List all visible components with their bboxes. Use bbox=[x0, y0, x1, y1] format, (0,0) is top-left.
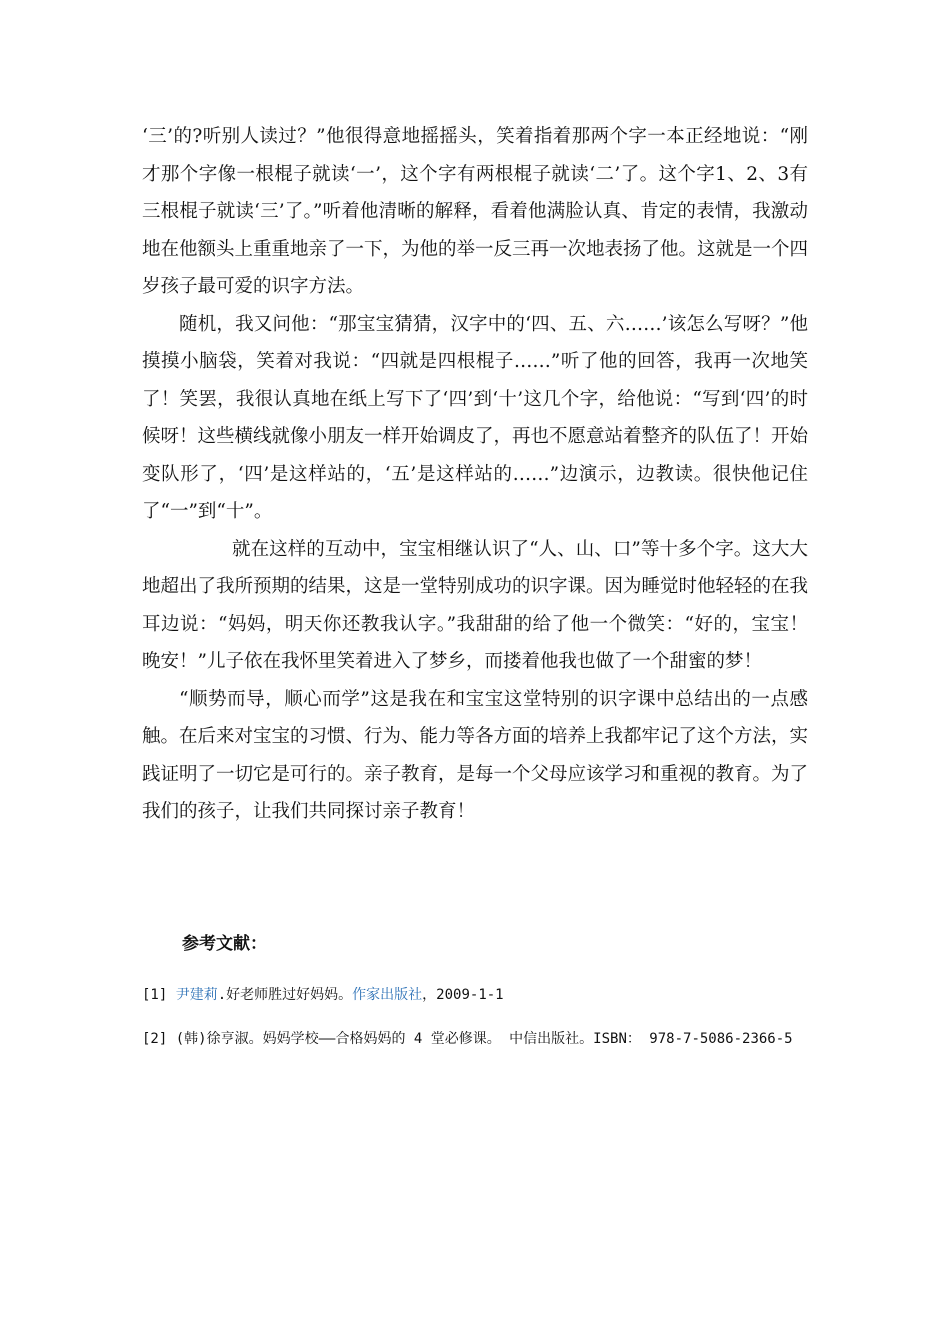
references-heading: 参考文献： bbox=[182, 934, 267, 954]
reference-text: (韩)徐亨淑。妈妈学校——合格妈妈的 4 堂必修课。 中信出版社。ISBN： 978-7-5086-2366-5 bbox=[175, 1031, 793, 1047]
reference-item-2 bbox=[142, 1024, 808, 1054]
body-text bbox=[142, 118, 808, 831]
reference-author-link[interactable]: 尹建莉 bbox=[175, 987, 218, 1003]
paragraph-2: 随机，我又问他：“那宝宝猜猜，汉字中的‘四、五、六……’该怎么写呀？”他摸摸小脑袋，笑着对我说：“四就是四根棍子……”听了他的回答，我再一次地笑了！笑罢，我很认真地在纸上写下了‘四’到‘十’这几个字，给他说：“写到‘四’的时候呀！这些横线就像小朋友一样开始调皮了，再也不愿意站着整齐的队伍了！开始变队形了，‘四’是这样站的，‘五’是这样站的……”边演示，边教读。很快他记住了“一”到“十”。 bbox=[142, 313, 809, 522]
reference-publisher-link[interactable]: 作家出版社 bbox=[352, 987, 423, 1003]
paragraph-4: “顺势而导，顺心而学”这是我在和宝宝这堂特别的识字课中总结出的一点感触。在后来对宝宝的习惯、行为、能力等各方面的培养上我都牢记了这个方法，实践证明了一切它是可行的。亲子教育，是每一个父母应该学习和重视的教育。为了我们的孩子，让我们共同探讨亲子教育！ bbox=[142, 688, 809, 822]
reference-item-1 bbox=[142, 980, 808, 1010]
paragraph-1: ‘三’的?听别人读过？”他很得意地摇摇头，笑着指着那两个字一本正经地说：“刚才那个字像一根棍子就读‘一’，这个字有两根棍子就读‘二’了。这个字1、2、3有三根棍子就读‘三’了。”听着他清晰的解释，看着他满脸认真、肯定的表情，我激动地在他额头上重重地亲了一下，为他的举一反三再一次地表扬了他。这就是一个四岁孩子最可爱的识字方法。 bbox=[142, 126, 809, 297]
references-list bbox=[142, 980, 808, 1068]
reference-number: [1] bbox=[142, 987, 168, 1003]
reference-title: .好老师胜过好妈妈。 bbox=[217, 987, 353, 1003]
reference-date: ，2009-1-1 bbox=[422, 987, 504, 1003]
paragraph-3: 就在这样的互动中，宝宝相继认识了“人、山、口”等十多个字。这大大地超出了我所预期的结果，这是一堂特别成功的识字课。因为睡觉时他轻轻的在我耳边说：“妈妈，明天你还教我认字。”我甜甜的给了他一个微笑：“好的，宝宝！晚安！”儿子依在我怀里笑着进入了梦乡，而搂着他我也做了一个甜蜜的梦！ bbox=[142, 538, 809, 672]
reference-number: [2] bbox=[142, 1031, 168, 1047]
